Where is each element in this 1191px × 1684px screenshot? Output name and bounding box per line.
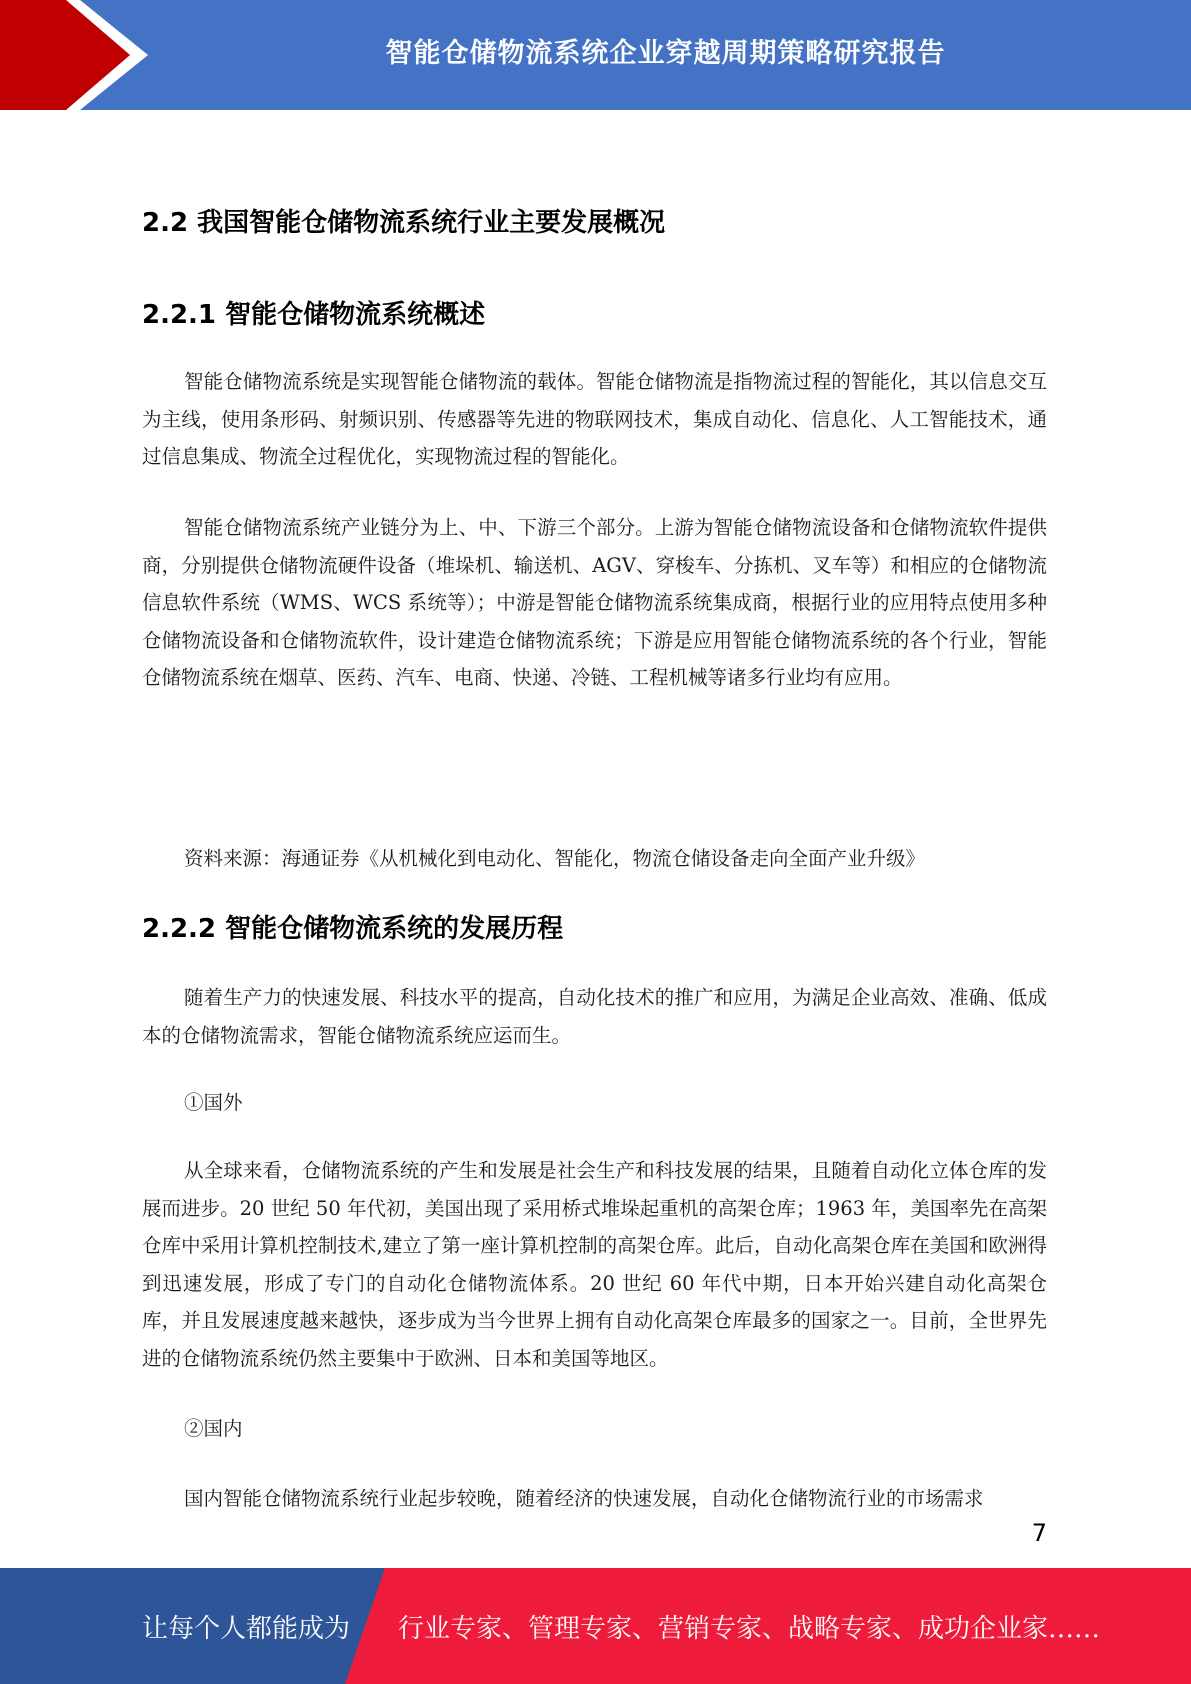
footer-slogan-left: 让每个人都能成为 [142,1613,351,1644]
paragraph-overview: 智能仓储物流系统是实现智能仓储物流的载体。智能仓储物流是指物流过程的智能化，其以信息交互为主线，使用条形码、射频识别、传感器等先进的物联网技术，集成自动化、信息化、人工智能技术，通过信息集成、物流全过程优化，实现物流过程的智能化。 [142,370,1047,468]
section-heading-2-2: 2.2 我国智能仓储物流系统行业主要发展概况 [142,208,666,238]
page-number: 7 [1031,1519,1047,1547]
paragraph-industry-chain: 智能仓储物流系统产业链分为上、中、下游三个部分。上游为智能仓储物流设备和仓储物流软件提供商，分别提供仓储物流硬件设备（堆垛机、输送机、AGV、穿梭车、分拣机、叉车等）和相应的仓储物流信息软件系统（WMS、WCS 系统等）；中游是智能仓储物流系统集成商，根据行业的应用特点使用多种仓储物流设备和仓储物流软件，设计建造仓储物流系统；下游是应用智能仓储物流系统的各个行业，智能仓储物流系统在烟草、医药、汽车、电商、快递、冷链、工程机械等诸多行业均有应用。 [142,516,1047,689]
report-title: 智能仓储物流系统企业穿越周期策略研究报告 [385,37,946,69]
paragraph-development-intro: 随着生产力的快速发展、科技水平的提高，自动化技术的推广和应用，为满足企业高效、准确、低成本的仓储物流需求，智能仓储物流系统应运而生。 [142,986,1047,1047]
subheading-domestic: ②国内 [184,1417,243,1440]
paragraph-domestic: 国内智能仓储物流系统行业起步较晚，随着经济的快速发展，自动化仓储物流行业的市场需求 [184,1487,984,1510]
page-footer [0,1568,1191,1684]
subheading-foreign: ①国外 [184,1091,243,1114]
footer-slogan-right: 行业专家、管理专家、营销专家、战略专家、成功企业家…… [398,1613,1101,1644]
source-citation: 资料来源：海通证券《从机械化到电动化、智能化，物流仓储设备走向全面产业升级》 [184,847,926,870]
section-heading-2-2-1: 2.2.1 智能仓储物流系统概述 [142,300,486,330]
paragraph-foreign: 从全球来看，仓储物流系统的产生和发展是社会生产和科技发展的结果，且随着自动化立体仓库的发展而进步。20 世纪 50 年代初，美国出现了采用桥式堆垛起重机的高架仓库；1963 年，美国率先在高架仓库中采用计算机控制技术,建立了第一座计算机控制的高架仓库。此后，自动化高架仓库在美国和欧洲得到迅速发展，形成了专门的自动化仓储物流体系。20 世纪 60 年代中期，日本开始兴建自动化高架仓库，并且发展速度越来越快，逐步成为当今世界上拥有自动化高架仓库最多的国家之一。目前，全世界先进的仓储物流系统仍然主要集中于欧洲、日本和美国等地区。 [142,1159,1047,1370]
section-heading-2-2-2: 2.2.2 智能仓储物流系统的发展历程 [142,914,564,944]
page-header [0,0,1191,110]
